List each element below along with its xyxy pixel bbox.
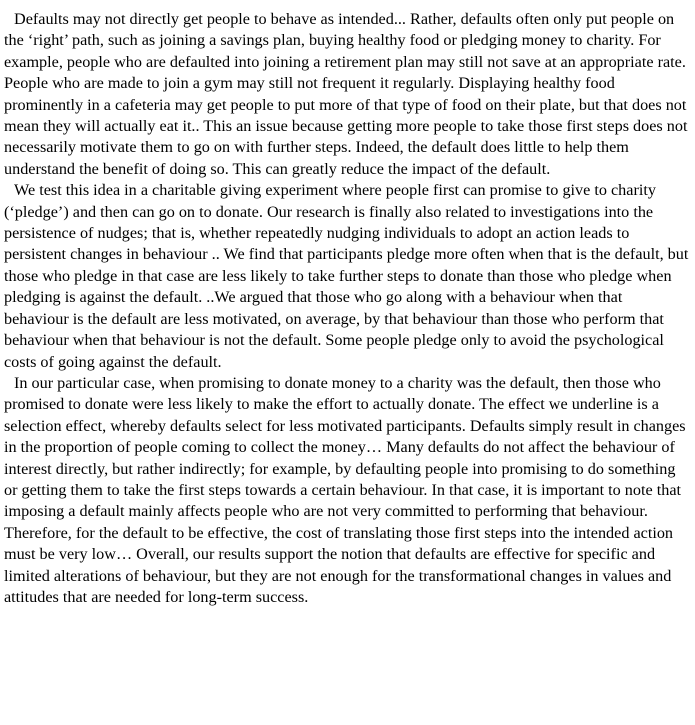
paragraph-defaults-intro: Defaults may not directly get people to behave as intended... Rather, defaults often only put people on the ‘right’ path, such as joining a savings plan, buying healthy food or pledging money to charity. For example, people who are defaulted into joining a retirement plan may still not save at an appropriate rate. People who are made to join a gym may still not frequent it regularly. Displaying healthy food prominently in a cafeteria may get people to put more of that type of food on their plate, but that does not mean they will actually eat it.. This an issue because getting more people to take those first steps does not necessarily motivate them to go on with further steps. Indeed, the default does little to help them understand the benefit of doing so. This can greatly reduce the impact of the default. bbox=[4, 10, 688, 178]
paragraph-experiment: We test this idea in a charitable giving experiment where people first can promise to give to charity (‘pledge’) and then can go on to donate. Our research is finally also related to investigations into the persistence of nudges; that is, whether repeatedly nudging individuals to adopt an action leads to persistent changes in behaviour .. We find that participants pledge more often when that is the default, but those who pledge in that case are less likely to take further steps to donate than those who pledge when pledging is against the default. ..We argued that those who go along with a behaviour when that behaviour is the default are less motivated, on average, by that behaviour than those who perform that behaviour when that behaviour is not the default. Some people pledge only to avoid the psychological costs of going against the default. bbox=[4, 181, 689, 371]
document-body bbox=[4, 9, 691, 608]
paragraph-conclusion: In our particular case, when promising to donate money to a charity was the default, then those who promised to donate were less likely to make the effort to actually donate. The effect we underline is a selection effect, whereby defaults select for less motivated participants. Defaults simply result in changes in the proportion of people coming to collect the money… Many defaults do not affect the behaviour of interest directly, but rather indirectly; for example, by defaulting people into promising to do something or getting them to take the first steps towards a certain behaviour. In that case, it is important to note that imposing a default mainly affects people who are not very committed to performing that behaviour. Therefore, for the default to be effective, the cost of translating those first steps into the intended action must be very low… Overall, our results support the notion that defaults are effective for specific and limited alterations of behaviour, but they are not enough for the transformational changes in values and attitudes that are needed for long-term success. bbox=[4, 373, 686, 606]
